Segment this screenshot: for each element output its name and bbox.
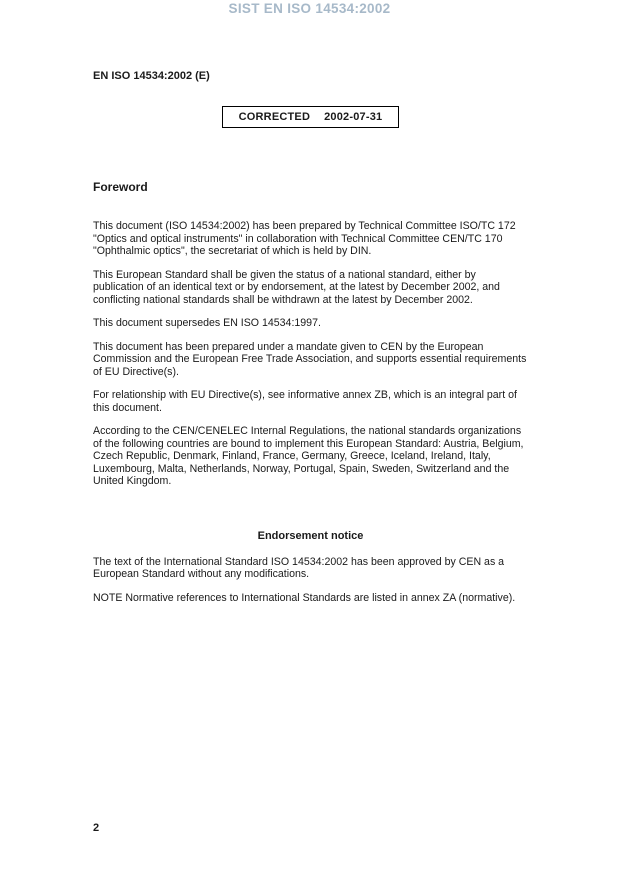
foreword-paragraph: According to the CEN/CENELEC Internal Regulations, the national standards organizations of the following countries are bound to implement this European Standard: Austria, Belgium, Czech Republic, Denmark, Finland, France, Germany, Greece, Iceland, Ireland, Italy, Luxembourg, Malta, Netherlands, Norway, Portugal, Spain, Sweden, Switzerland and the United Kingdom. xyxy=(93,425,524,487)
foreword-paragraph: This European Standard shall be given the status of a national standard, either by publication of an identical text or by endorsement, at the latest by December 2002, and conflicting national standards shall be withdrawn at the latest by December 2002. xyxy=(93,268,500,306)
endorsement-notice-heading: Endorsement notice xyxy=(257,529,364,542)
foreword-paragraph: This document has been prepared under a mandate given to CEN by the European Commission and the European Free Trade Association, and supports essential requirements of EU Directive(s). xyxy=(93,340,527,378)
corrected-date: 2002-07-31 xyxy=(324,111,383,123)
foreword-paragraph: This document supersedes EN ISO 14534:1997. xyxy=(93,317,321,329)
foreword-paragraph: This document (ISO 14534:2002) has been prepared by Technical Committee ISO/TC 172 "Optics and optical instruments" in collaboration with Technical Committee CEN/TC 170 "Ophthalmic optics", the secretariat of which is held by DIN. xyxy=(93,220,516,257)
corrected-stamp xyxy=(222,106,400,128)
corrected-label: CORRECTED xyxy=(238,111,311,123)
corrected-stamp-wrap xyxy=(93,106,528,128)
page-content xyxy=(93,70,528,615)
watermark-title: SIST EN ISO 14534:2002 xyxy=(228,1,391,16)
foreword-paragraph: For relationship with EU Directive(s), see informative annex ZB, which is an integral part of this document. xyxy=(93,389,517,414)
document-reference: EN ISO 14534:2002 (E) xyxy=(93,70,210,82)
endorsement-note: NOTE Normative references to International Standards are listed in annex ZA (normative). xyxy=(93,591,516,604)
foreword-heading: Foreword xyxy=(93,180,148,194)
page-number: 2 xyxy=(93,822,100,834)
endorsement-paragraph: The text of the International Standard ISO 14534:2002 has been approved by CEN as a European Standard without any modifications. xyxy=(93,555,505,580)
